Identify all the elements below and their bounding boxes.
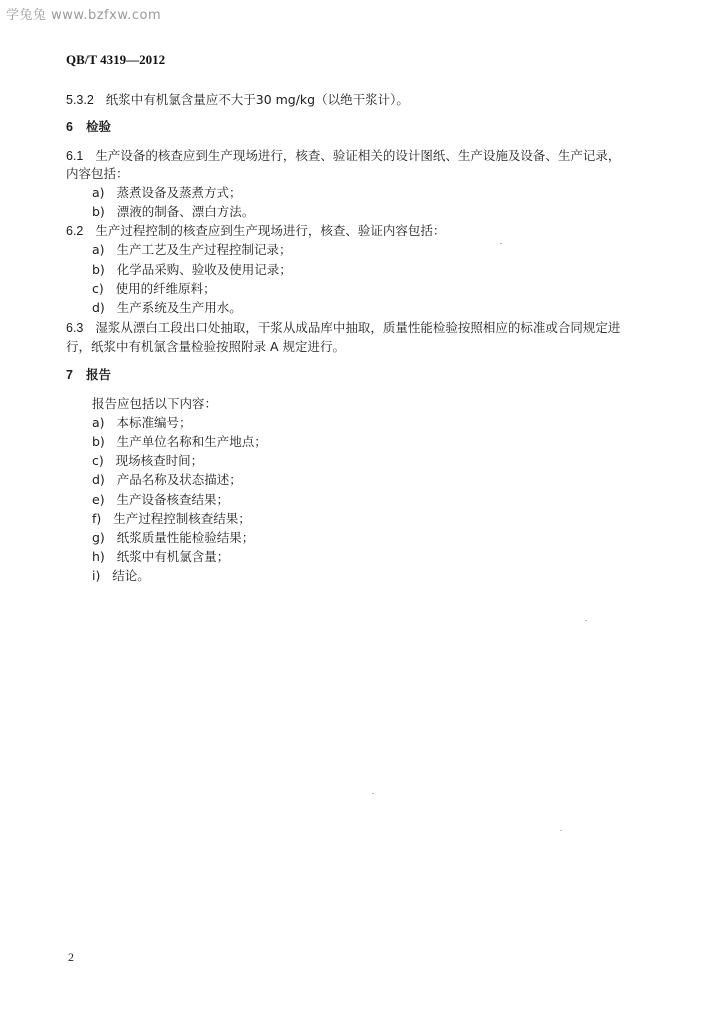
watermark: 学兔兔 www.bzfxw.com (6, 8, 162, 23)
list-item (92, 549, 229, 565)
list-marker: b) (92, 434, 105, 449)
list-marker: b) (92, 204, 105, 219)
list-text: 结论。 (112, 568, 150, 583)
list-text: 生产系统及生产用水。 (116, 300, 242, 315)
section-number: 6 (66, 120, 73, 134)
clause-number: 5.3.2 (66, 93, 94, 107)
clause-6-1-line-1 (66, 148, 620, 164)
list-text: 产品名称及状态描述； (116, 472, 242, 487)
list-text: 使用的纤维原料； (115, 281, 216, 296)
list-item (92, 262, 292, 278)
list-item (92, 453, 203, 469)
list-item (92, 281, 216, 297)
document-code: QB/T 4319—2012 (66, 52, 166, 67)
list-item (92, 492, 229, 508)
section-number: 7 (66, 368, 73, 382)
list-item (92, 300, 242, 316)
list-marker: c) (92, 453, 104, 468)
scan-speck (372, 793, 374, 794)
list-text: 漂液的制备、漂白方法。 (116, 204, 255, 219)
page-number: 2 (68, 950, 74, 964)
list-marker: g) (92, 530, 105, 545)
list-marker: c) (92, 281, 104, 296)
list-item (92, 415, 191, 431)
list-text: 生产设备核查结果； (116, 492, 230, 507)
section-7-heading (66, 367, 111, 383)
clause-6-3-line-1 (66, 320, 620, 336)
list-item (92, 530, 254, 546)
clause-text: 生产过程控制的核查应到生产现场进行，核查、验证内容包括： (95, 223, 446, 238)
section-title: 检验 (86, 119, 112, 134)
list-item (92, 568, 150, 584)
clause-6-1-line-2: 内容包括： (66, 166, 129, 181)
list-item (92, 185, 241, 201)
list-marker: i) (92, 568, 101, 583)
list-item (92, 472, 242, 488)
list-text: 生产工艺及生产过程控制记录； (116, 242, 292, 257)
list-text: 生产过程控制核查结果； (113, 511, 251, 526)
list-text: 生产单位名称和生产地点； (116, 434, 267, 449)
list-marker: a) (92, 242, 105, 257)
list-item (92, 434, 267, 450)
list-marker: f) (92, 511, 102, 526)
clause-text: 湿浆从漂白工段出口处抽取，干浆从成品库中抽取，质量性能检验按照相应的标准或合同规定进 (95, 320, 621, 335)
list-marker: h) (92, 549, 105, 564)
list-text: 现场核查时间； (115, 453, 204, 468)
list-marker: a) (92, 185, 105, 200)
list-text: 蒸煮设备及蒸煮方式； (116, 185, 242, 200)
clause-6-3-line-2: 行，纸浆中有机氯含量检验按照附录 A 规定进行。 (66, 339, 345, 354)
list-text: 化学品采购、验收及使用记录； (116, 262, 292, 277)
list-marker: b) (92, 262, 105, 277)
clause-number: 6.3 (66, 321, 84, 335)
list-text: 纸浆质量性能检验结果； (116, 530, 255, 545)
scan-speck (560, 830, 562, 831)
clause-text: 生产设备的核查应到生产现场进行，核查、验证相关的设计图纸、生产设施及设备、生产记录， (95, 148, 621, 163)
list-marker: e) (92, 492, 105, 507)
list-item (92, 204, 254, 220)
clause-5-3-2 (66, 92, 409, 108)
section-6-heading (66, 119, 111, 135)
clause-6-2 (66, 223, 445, 239)
list-marker: a) (92, 415, 105, 430)
list-text: 纸浆中有机氯含量； (116, 549, 230, 564)
report-intro: 报告应包括以下内容： (92, 396, 218, 411)
scan-speck (585, 620, 587, 621)
clause-number: 6.2 (66, 224, 84, 238)
list-marker: d) (92, 300, 105, 315)
section-title: 报告 (86, 367, 112, 382)
scan-speck (500, 243, 502, 244)
clause-text: 纸浆中有机氯含量应不大于30 mg/kg（以绝干浆计）。 (105, 92, 409, 107)
list-marker: d) (92, 472, 105, 487)
list-text: 本标准编号； (116, 415, 192, 430)
list-item (92, 511, 251, 527)
list-item (92, 242, 291, 258)
clause-number: 6.1 (66, 149, 84, 163)
